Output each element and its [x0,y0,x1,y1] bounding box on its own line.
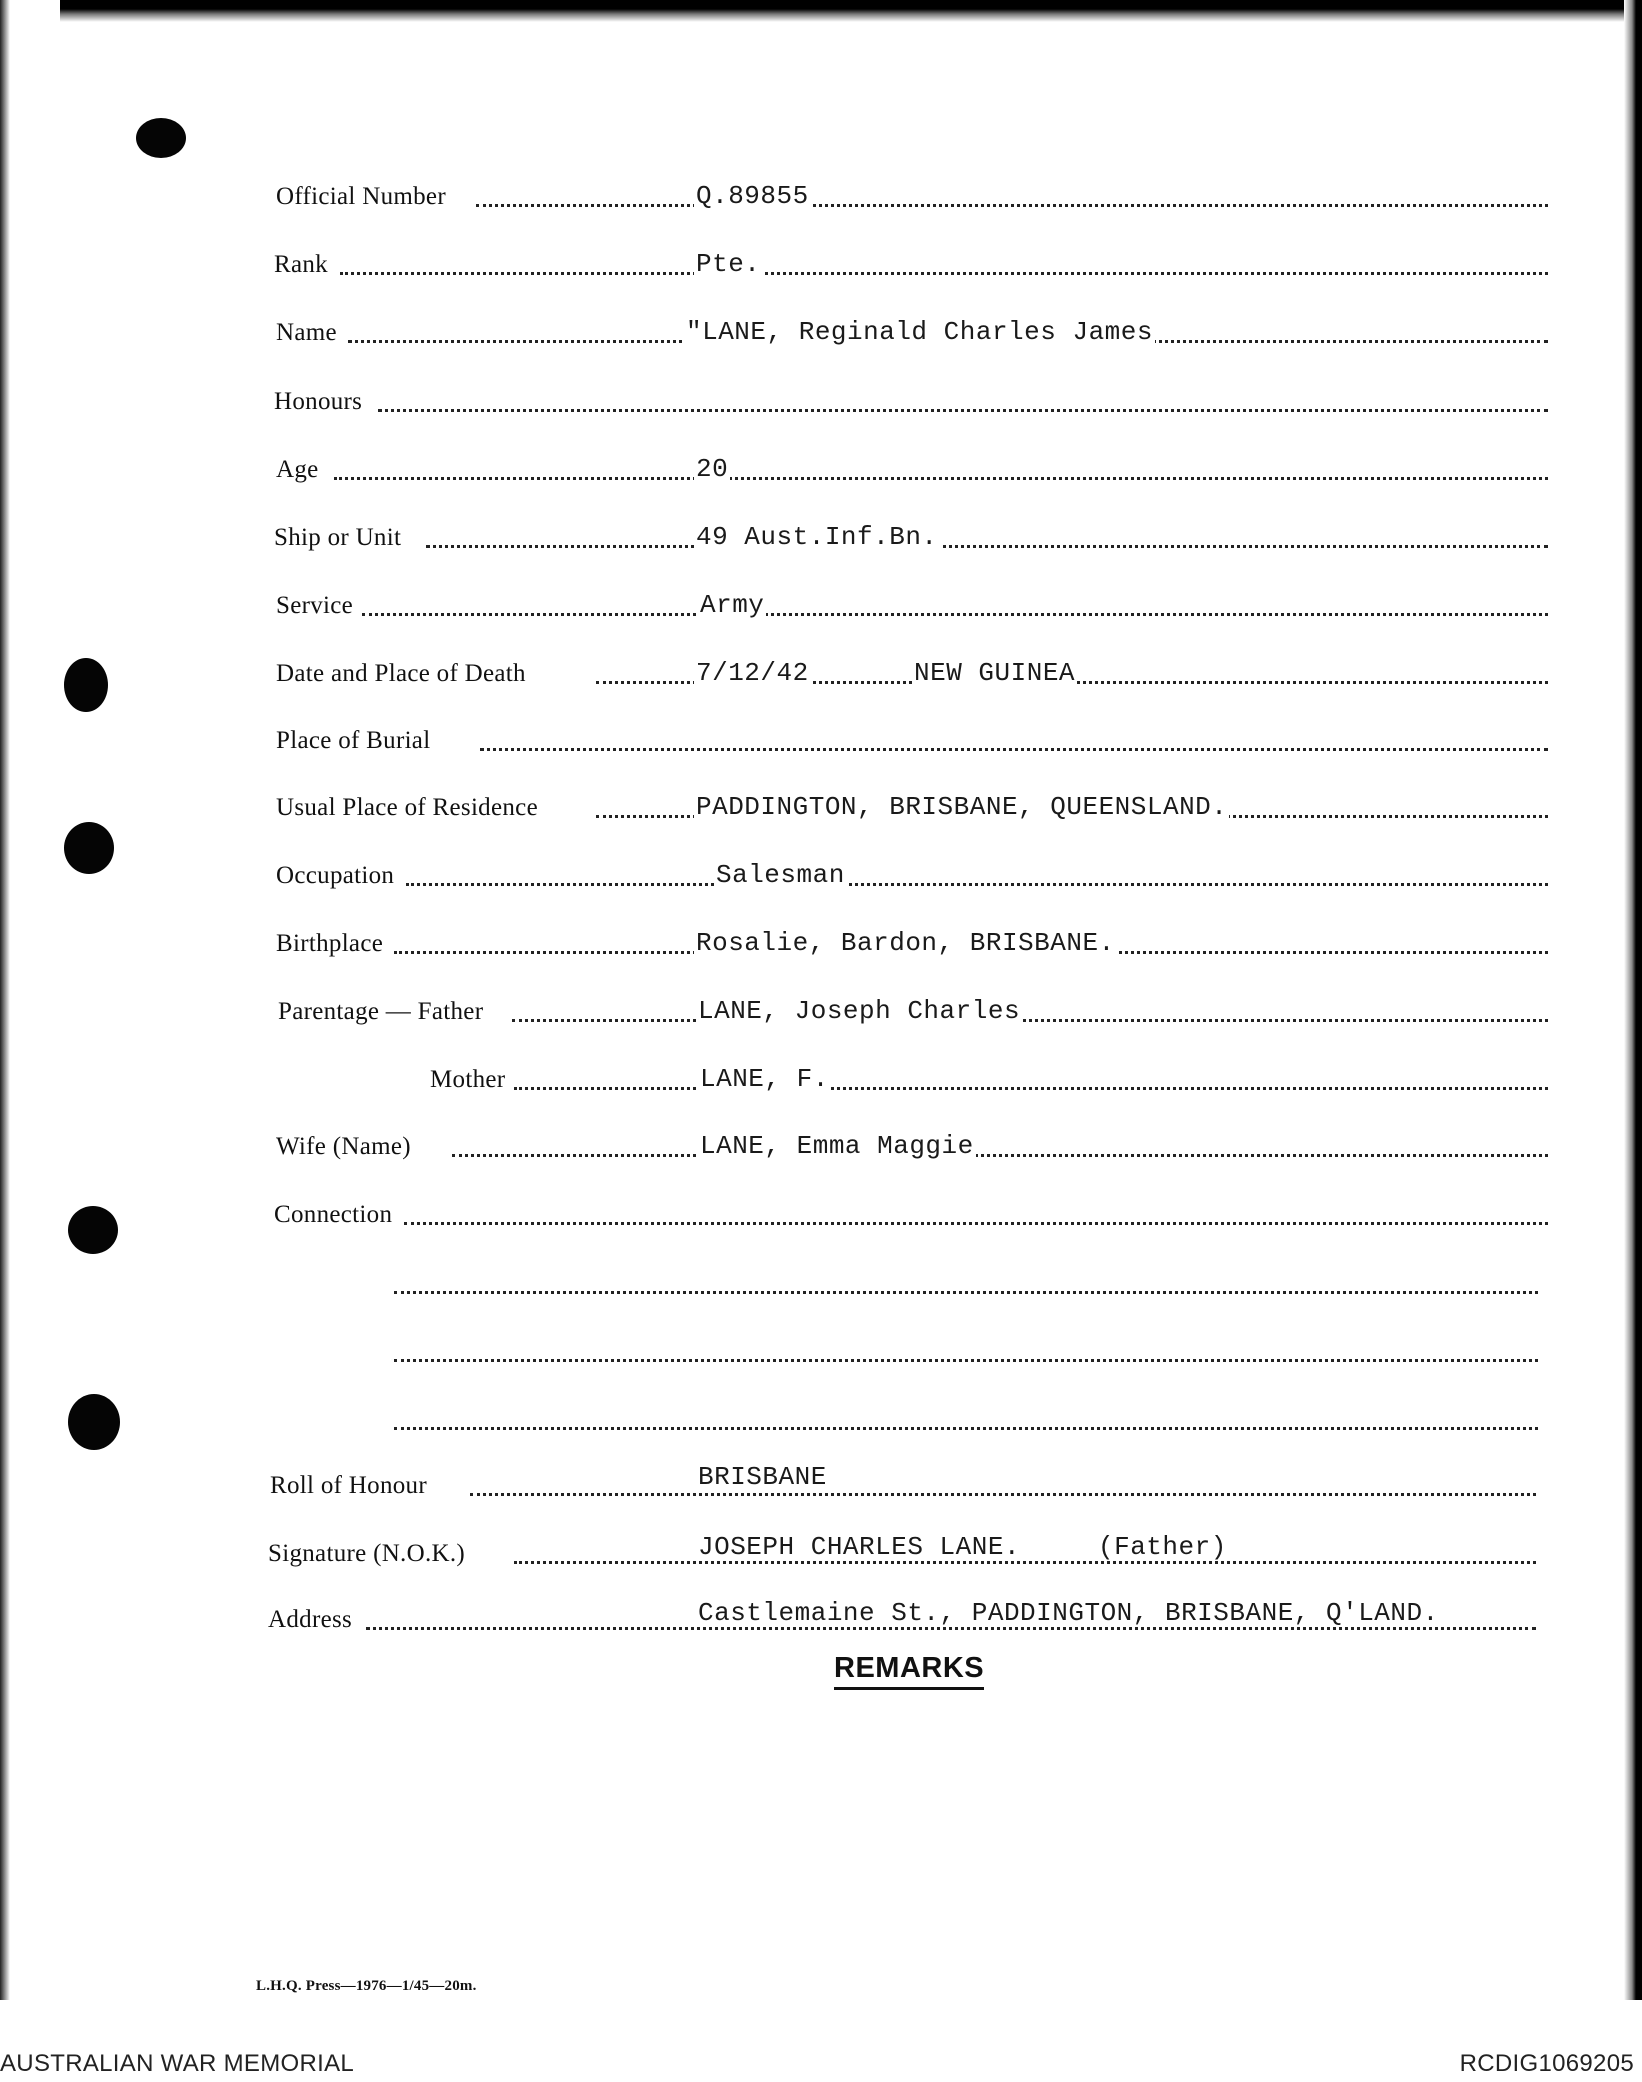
signature-relation: (Father) [1098,1532,1227,1562]
service-value: Army [700,590,765,620]
row-residence [0,786,1642,826]
birthplace-value: Rosalie, Bardon, BRISBANE. [696,928,1115,958]
dotted-leader [334,477,1548,480]
dotted-leader [470,1493,1536,1496]
row-date-place-death [0,652,1642,692]
father-label: Parentage — Father [278,998,484,1025]
row-age [0,448,1642,488]
row-ship-or-unit [0,516,1642,556]
page-edge-top [60,0,1642,22]
row-place-of-burial [0,719,1642,759]
dotted-leader [394,1291,1538,1294]
dotted-leader [394,1359,1538,1362]
dotted-leader [394,1427,1538,1430]
official-number-label: Official Number [276,183,446,210]
rank-value: Pte. [696,249,761,279]
mother-label: Mother [430,1066,506,1093]
row-occupation [0,854,1642,894]
row-father [0,990,1642,1030]
ship-or-unit-value: 49 Aust.Inf.Bn. [696,522,938,552]
row-rank [0,243,1642,283]
archive-credit-left: AUSTRALIAN WAR MEMORIAL [0,2050,355,2077]
birthplace-label: Birthplace [276,930,384,957]
occupation-value: Salesman [716,860,845,890]
row-signature [0,1532,1642,1572]
dotted-leader [404,1222,1548,1225]
row-connection-continued [0,1330,1642,1370]
dotted-leader [476,204,1548,207]
row-service [0,584,1642,624]
name-value: "LANE, Reginald Charles James [686,317,1153,347]
dotted-leader [514,1087,1548,1090]
row-name [0,311,1642,351]
signature-label: Signature (N.O.K.) [268,1540,466,1567]
row-mother [0,1058,1642,1098]
row-wife [0,1125,1642,1165]
archive-credit-right: RCDIG1069205 [1459,2050,1634,2077]
roll-of-honour-value: BRISBANE [698,1462,827,1492]
wife-label: Wife (Name) [276,1133,411,1160]
honours-label: Honours [274,388,363,415]
age-value: 20 [696,454,729,484]
print-imprint: L.H.Q. Press—1976—1/45—20m. [256,1978,477,1994]
dotted-leader [512,1019,1548,1022]
row-roll-of-honour [0,1464,1642,1504]
dotted-leader [480,748,1548,751]
dotted-leader [514,1561,1536,1564]
dotted-leader [340,272,1548,275]
rank-label: Rank [274,251,328,278]
row-honours [0,380,1642,420]
residence-label: Usual Place of Residence [276,794,538,821]
dotted-leader [452,1154,1548,1157]
occupation-label: Occupation [276,862,395,889]
dotted-leader [406,883,1548,886]
mother-value: LANE, F. [700,1064,829,1094]
row-connection-continued [0,1262,1642,1302]
row-connection-continued [0,1398,1642,1438]
dotted-leader [378,409,1548,412]
name-label: Name [276,319,337,346]
service-label: Service [276,592,354,619]
punch-hole [136,118,186,158]
row-birthplace [0,922,1642,962]
row-address [0,1598,1642,1638]
place-of-burial-label: Place of Burial [276,727,431,754]
row-official-number [0,175,1642,215]
place-of-death-value: NEW GUINEA [914,658,1076,688]
remarks-heading: REMARKS [834,1652,984,1690]
roll-of-honour-label: Roll of Honour [270,1472,427,1499]
date-place-death-label: Date and Place of Death [276,660,526,687]
address-label: Address [268,1606,353,1633]
address-value: Castlemaine St., PADDINGTON, BRISBANE, Q'LAND. [698,1598,1439,1628]
official-number-value: Q.89855 [696,181,809,211]
age-label: Age [276,456,319,483]
residence-value: PADDINGTON, BRISBANE, QUEENSLAND. [696,792,1228,822]
date-of-death-value: 7/12/42 [696,658,809,688]
signature-value: JOSEPH CHARLES LANE. [698,1532,1021,1562]
wife-value: LANE, Emma Maggie [700,1131,974,1161]
dotted-leader [426,545,1548,548]
father-value: LANE, Joseph Charles [698,996,1021,1026]
row-connection [0,1193,1642,1233]
connection-label: Connection [274,1201,393,1228]
ship-or-unit-label: Ship or Unit [274,524,402,551]
dotted-leader [362,613,1548,616]
